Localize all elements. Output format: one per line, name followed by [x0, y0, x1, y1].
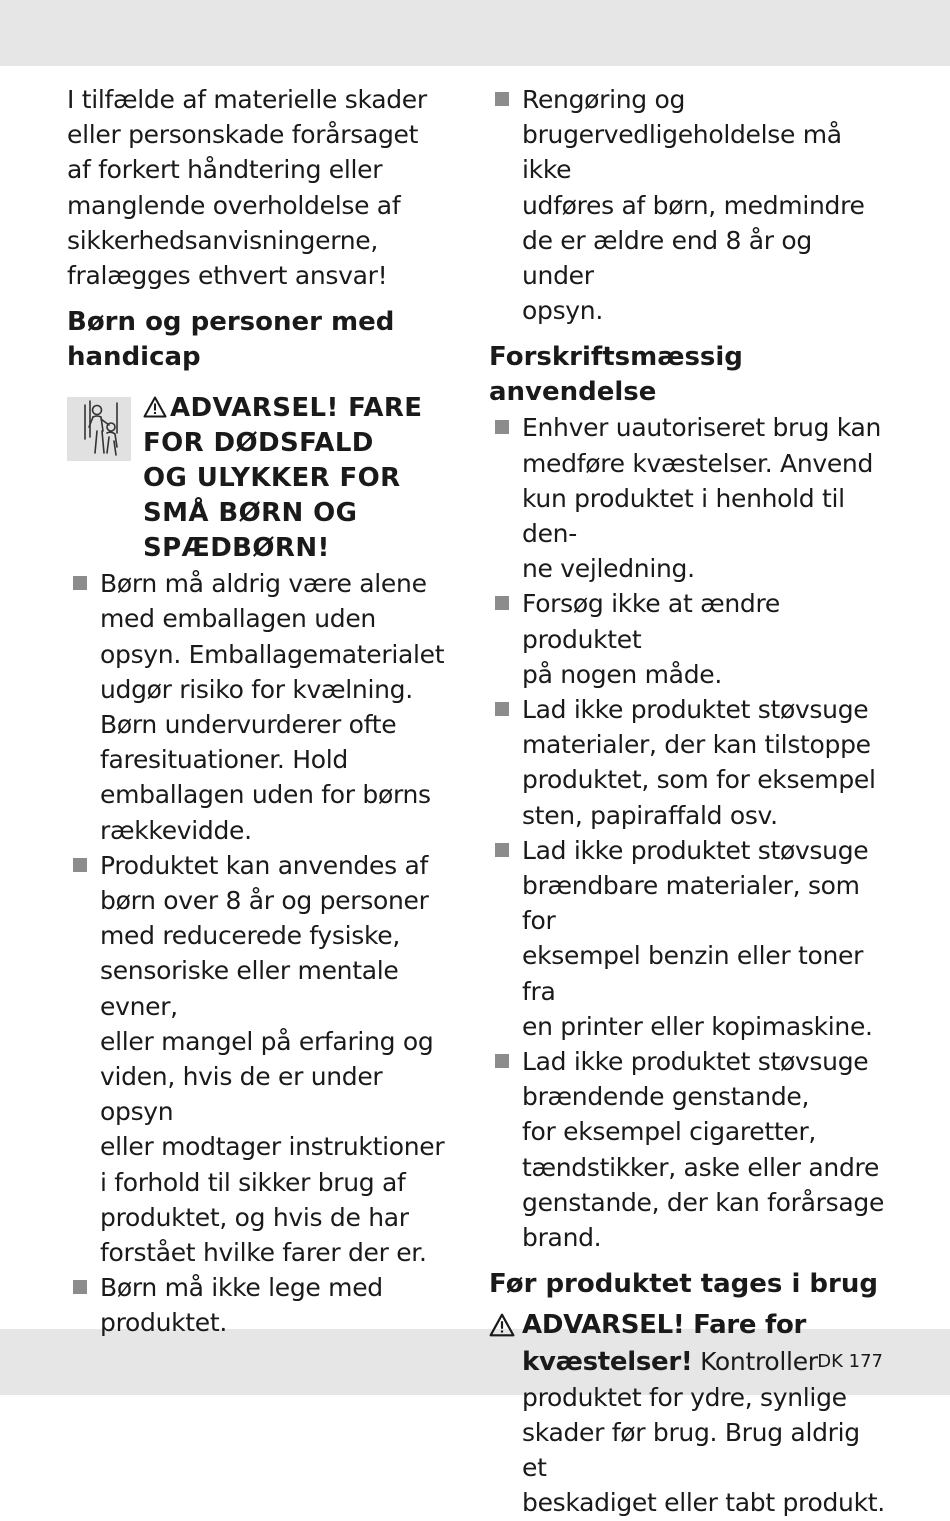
warning-block-children — [67, 391, 457, 566]
list-item — [489, 586, 889, 692]
section-heading-intended-use — [489, 340, 889, 410]
right-column — [489, 82, 889, 1521]
text-line: genstande, der kan forårsage — [522, 1187, 885, 1217]
text-line: med emballagen uden — [100, 604, 376, 634]
text-line: kun produktet i henhold til den- — [522, 483, 845, 549]
text-line: sten, papiraffald osv. — [522, 800, 778, 830]
text-line: tændstikker, aske eller andre — [522, 1152, 880, 1182]
text-line: eller mangel på erfaring og — [100, 1026, 434, 1056]
list-item — [67, 848, 457, 1270]
warning-text — [143, 391, 457, 566]
section-heading-before-use: Før produktet tages i brug — [489, 1269, 878, 1300]
text-line: Lad ikke produktet støvsuge — [522, 695, 869, 725]
warning-line: FOR DØDSFALD — [143, 428, 374, 459]
bullet-square-icon — [495, 843, 509, 857]
warning-line: OG ULYKKER FOR — [143, 463, 401, 494]
text-line: sikkerhedsanvisningerne, — [67, 225, 379, 255]
text-line: brændende genstande, — [522, 1082, 810, 1112]
heading-line: anvendelse — [489, 377, 657, 408]
text-line: for eksempel cigaretter, — [522, 1117, 817, 1147]
text-line: udgør risiko for kvælning. — [100, 674, 413, 704]
text-line: Børn undervurderer ofte — [100, 710, 397, 740]
text-line: emballagen uden for børns — [100, 780, 431, 810]
left-column — [67, 82, 457, 1341]
text-line: eller modtager instruktioner — [100, 1132, 445, 1162]
text-line: forstået hvilke farer der er. — [100, 1238, 427, 1268]
text-line: beskadiget eller tabt produkt. — [522, 1488, 885, 1518]
text-line: brændbare materialer, som for — [522, 871, 860, 936]
text-line: Kontroller — [692, 1346, 818, 1376]
text-line: i forhold til sikker brug af — [100, 1167, 406, 1197]
text-line: rækkevidde. — [100, 815, 252, 845]
text-line: manglende overholdelse af — [67, 190, 401, 220]
text-line: medføre kvæstelser. Anvend — [522, 448, 874, 478]
heading-line: Forskriftsmæssig — [489, 342, 743, 373]
text-line: opsyn. Emballagematerialet — [100, 639, 445, 669]
bullet-square-icon — [495, 92, 509, 106]
text-line: produktet, som for eksempel — [522, 765, 876, 795]
bullet-square-icon — [495, 596, 509, 610]
text-line: Lad ikke produktet støvsuge — [522, 835, 869, 865]
text-line: eller personskade forårsaget — [67, 120, 419, 150]
bullet-square-icon — [495, 702, 509, 716]
text-line: opsyn. — [522, 296, 603, 326]
text-line: med reducerede fysiske, — [100, 921, 400, 951]
list-item — [489, 1044, 889, 1255]
bullet-square-icon — [495, 1054, 509, 1068]
text-line: en printer eller kopimaskine. — [522, 1011, 873, 1041]
bullet-square-icon — [73, 576, 87, 590]
warning-triangle-icon — [143, 396, 167, 418]
text-line: børn over 8 år og personer — [100, 886, 429, 916]
text-line: på nogen måde. — [522, 659, 722, 689]
warning-triangle-icon — [489, 1313, 515, 1337]
text-line: Produktet kan anvendes af — [100, 850, 428, 880]
text-line: brand. — [522, 1223, 602, 1253]
top-band — [0, 0, 950, 66]
bullet-square-icon — [73, 858, 87, 872]
text-line: ne vejledning. — [522, 554, 695, 584]
text-line: udføres af børn, medmindre — [522, 190, 865, 220]
warning-title: ADVARSEL! Fare for — [522, 1310, 807, 1341]
bullet-square-icon — [73, 1280, 87, 1294]
text-line: af forkert håndtering eller — [67, 155, 383, 185]
text-line: skader før brug. Brug aldrig et — [522, 1417, 860, 1483]
warning-line: SMÅ BØRN OG — [143, 498, 358, 529]
text-line: eksempel benzin eller toner fra — [522, 941, 864, 1006]
text-line: brugervedligeholdelse må ikke — [522, 120, 842, 185]
text-line: I tilfælde af materielle skader — [67, 85, 427, 114]
text-line: produktet, og hvis de har — [100, 1202, 409, 1232]
text-line: materialer, der kan tilstoppe — [522, 730, 871, 760]
text-line: produktet for ydre, synlige — [522, 1382, 847, 1412]
child-hazard-pictogram-icon — [67, 397, 131, 461]
list-item — [489, 692, 889, 833]
warning-line: SPÆDBØRN! — [143, 533, 330, 564]
warning-block-injury — [489, 1308, 889, 1520]
text-line: faresituationer. Hold — [100, 745, 348, 775]
text-line: Børn må ikke lege med — [100, 1273, 383, 1303]
text-line: fralægges ethvert ansvar! — [67, 261, 388, 291]
bullet-square-icon — [495, 420, 509, 434]
list-item — [489, 82, 889, 328]
warning-title: kvæstelser! — [522, 1346, 693, 1377]
text-line: produktet. — [100, 1308, 228, 1338]
text-line: Enhver uautoriseret brug kan — [522, 413, 882, 443]
text-line: Børn må aldrig være alene — [100, 569, 427, 599]
heading-line: handicap — [67, 342, 201, 373]
intro-paragraph — [67, 82, 457, 293]
text-line: Rengøring og — [522, 85, 686, 114]
text-line: viden, hvis de er under opsyn — [100, 1062, 383, 1127]
list-item — [67, 1270, 457, 1340]
text-line: de er ældre end 8 år og under — [522, 225, 812, 291]
list-item — [489, 833, 889, 1044]
list-item — [489, 410, 889, 586]
text-line: Lad ikke produktet støvsuge — [522, 1047, 869, 1077]
heading-line: Børn og personer med — [67, 307, 395, 338]
list-item — [67, 566, 457, 848]
page-number: DK 177 — [817, 1351, 883, 1372]
warning-line: ADVARSEL! FARE — [170, 393, 423, 424]
text-line: Forsøg ikke at ændre produktet — [522, 589, 780, 654]
section-heading-children — [67, 305, 457, 375]
text-line: sensoriske eller mentale evner, — [100, 956, 399, 1021]
